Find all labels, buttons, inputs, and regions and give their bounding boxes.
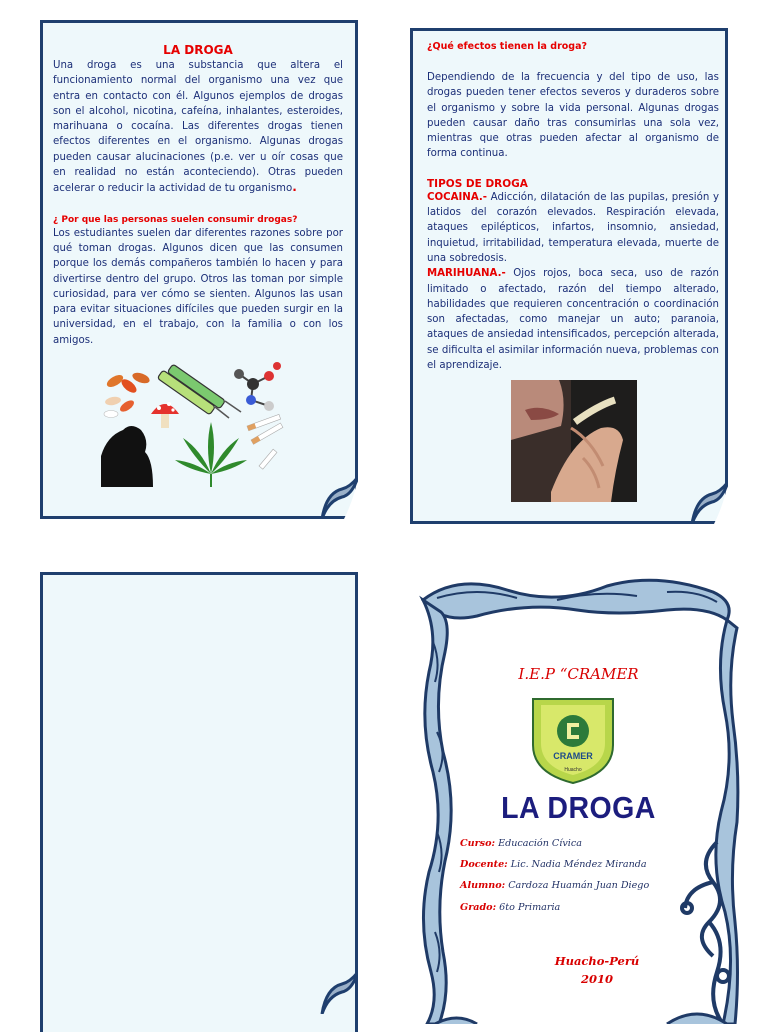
person-silhouette-icon [101,426,153,487]
cocaine-text: Adicción, dilatación de las pupilas, presión y latidos del corazón elevados. Respiración elevada, ataques epilépticos, infartos, insomnio, ansiedad, inquietud, irritabilidad, temperatura elevada, muerte de una sobredosis. [427,191,719,264]
cannabis-leaf-icon [175,422,247,487]
school-name: I.E.P “CRAMER [518,665,639,683]
pill-icon [104,396,121,407]
mushroom-icon [151,402,179,428]
place-text: Huacho-Perú [554,954,640,968]
why-answer: Los estudiantes suelen dar diferentes razones sobre por qué toman drogas. Algunos dicen que las consumen porque los demás compañeros también lo hacen y para divertirse dentro del grupo. Otros las toman por simple curiosidad, para ver cómo se sienten. Algunos las usan para evitar situaciones difíciles que pueden surgir en la universidad, en el trabajo, con la familia o con los amigos. [53,227,343,346]
info-panel-what-is-drug [40,20,358,519]
place-and-year [417,952,768,988]
panel-title: LA DROGA [163,43,233,57]
smoking-photo-image [511,380,637,502]
pill-icon [104,411,118,418]
grade-value: 6to Primaria [496,902,561,913]
teacher-label: Docente: [460,859,508,870]
intro-paragraph [53,58,343,197]
page-curl-icon [298,459,358,519]
grade-line [460,902,560,913]
molecule-icon [234,362,281,411]
drug-types-heading: TIPOS DE DROGA [427,177,528,190]
student-value: Cardoza Huamán Juan Diego [505,880,650,891]
marijuana-paragraph [427,266,719,373]
page-curl-icon [668,464,728,524]
student-label: Alumno: [460,880,506,891]
cover-title: LA DROGA [501,790,656,825]
cigarettes-icon [247,414,283,469]
course-line [460,838,582,849]
blank-panel [40,572,358,1032]
grade-label: Grado: [460,902,497,913]
school-logo-icon [531,693,615,785]
info-panel-effects [410,28,728,524]
teacher-value: Lic. Nadia Méndez Miranda [507,859,647,870]
why-question: ¿ Por que las personas suelen consumir drogas? [53,214,298,225]
drugs-collage-image [101,356,287,487]
cocaine-paragraph [427,190,719,266]
cocaine-label: COCAINA.- [427,191,487,203]
course-label: Curso: [460,838,496,849]
effects-paragraph: Dependiendo de la frecuencia y del tipo de uso, las drogas pueden tener efectos severos y duraderos sobre el organismo y sobre la vida personal. Algunas drogas pueden causar daño tras consumirlas una sola vez, mientras que otras pueden afectar al organismo de forma continua. [427,72,719,160]
student-line [460,880,649,891]
intro-text: Una droga es una substancia que altera el funcionamiento normal del organismo una vez que entra en contacto con él. Algunos ejemplos de drogas son el alcohol, nicotina, cafeína, inhalantes, esteroides, marihuana o cocaína. Las diferentes drogas tienen efectos diferentes en el organismo. Algunas drogas pueden causar alucinaciones (p.e. ver u oír cosas que en realidad no están aconteciendo). Otras pueden acelerar o reducir la actividad de tu organismo [53,60,343,195]
marijuana-text: Ojos rojos, boca seca, uso de razón limitado o afectado, razón del tiempo alterado, habilidades que requieren concentración o coordinación son afectadas, como manejar un auto; paranoia, ataques de ansiedad intensificados, percepción alterada, se dificulta el asimilar información nueva, problemas con el aprendizaje. [427,268,719,372]
pill-icon [131,371,151,386]
effects-question: ¿Qué efectos tienen la droga? [427,41,588,52]
logo-city: Huacho [564,767,582,773]
marijuana-label: MARIHUANA.- [427,268,506,280]
logo-text: CRAMER [553,751,593,761]
teacher-line [460,859,647,870]
page-curl-icon [298,954,358,1014]
cover-page [417,572,740,1024]
course-value: Educación Cívica [495,838,582,849]
year-text: 2010 [580,972,613,986]
intro-dot: . [292,180,297,195]
